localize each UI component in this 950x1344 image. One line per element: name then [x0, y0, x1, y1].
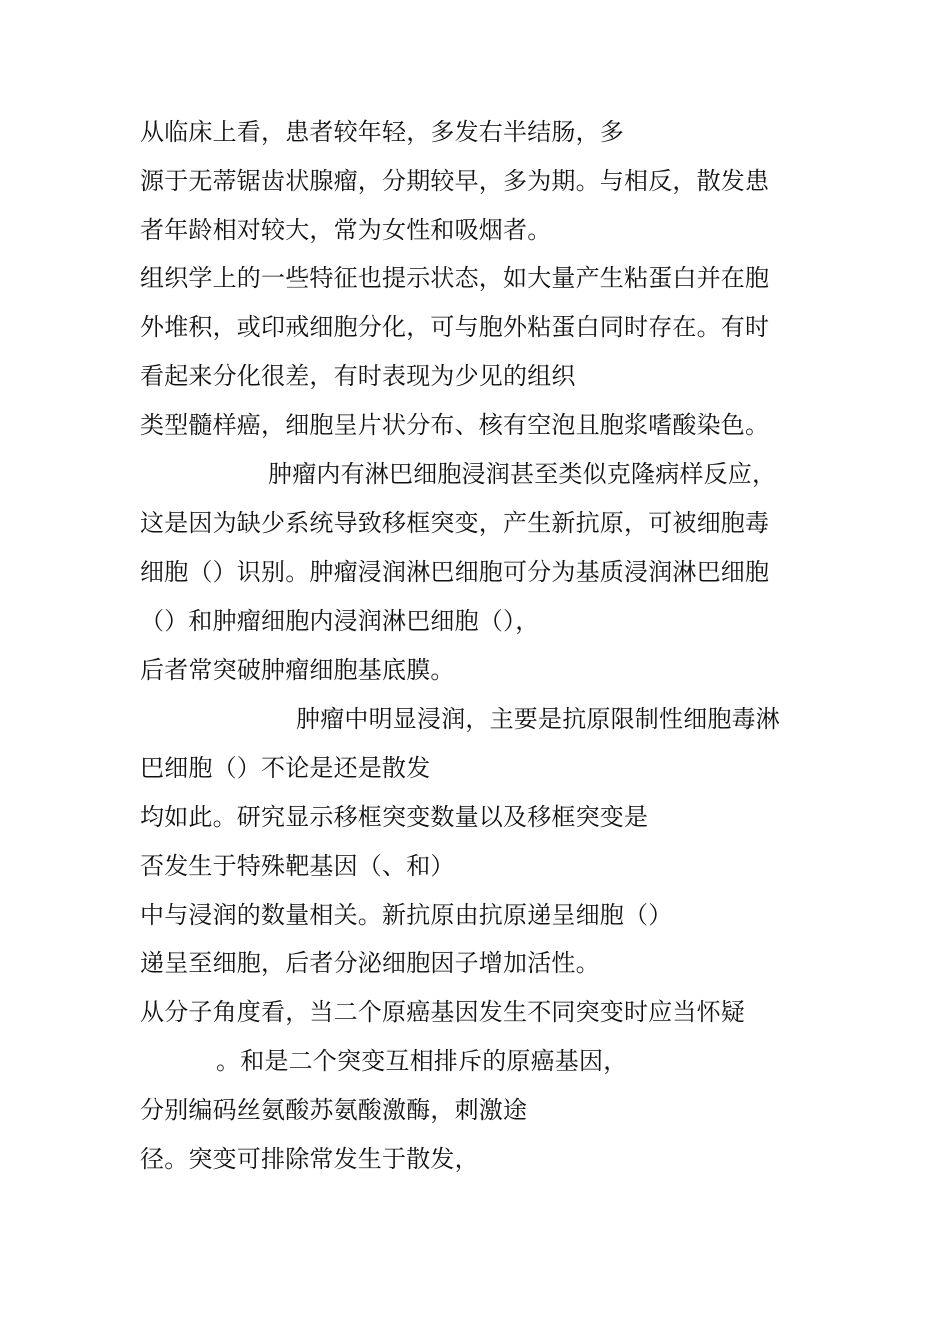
text-line: 巴细胞（）不论是还是散发	[140, 754, 431, 782]
text-line: 从分子角度看，当二个原癌基因发生不同突变时应当怀疑	[140, 998, 745, 1026]
text-line: 看起来分化很差，有时表现为少见的组织	[140, 362, 576, 390]
text-line: （）和肿瘤细胞内浸润淋巴细胞（），	[140, 607, 540, 635]
text-line: 中与浸润的数量相关。新抗原由抗原递呈细胞（）	[140, 901, 673, 929]
text-line: 径。突变可排除常发生于散发，	[140, 1145, 479, 1173]
text-line: 肿瘤内有淋巴细胞浸润甚至类似克隆病样反应，	[268, 460, 777, 488]
text-line: 从临床上看，患者较年轻，多发右半结肠，多	[140, 118, 624, 146]
text-line: 否发生于特殊靶基因（、和）	[140, 852, 455, 880]
text-line: 均如此。研究显示移框突变数量以及移框突变是	[140, 803, 649, 831]
text-line: 外堆积，或印戒细胞分化，可与胞外粘蛋白同时存在。有时	[140, 313, 770, 341]
text-line: 肿瘤中明显浸润，主要是抗原限制性细胞毒淋	[296, 705, 780, 733]
text-line: 。和是二个突变互相排斥的原癌基因，	[216, 1047, 628, 1075]
text-line: 细胞（）识别。肿瘤浸润淋巴细胞可分为基质浸润淋巴细胞	[140, 558, 770, 586]
text-line: 类型髓样癌，细胞呈片状分布、核有空泡且胞浆嗜酸染色。	[140, 411, 770, 439]
text-line: 递呈至细胞，后者分泌细胞因子增加活性。	[140, 949, 600, 977]
text-line: 后者常突破肿瘤细胞基底膜。	[140, 656, 455, 684]
text-line: 者年龄相对较大，常为女性和吸烟者。	[140, 216, 552, 244]
text-line: 分别编码丝氨酸苏氨酸激酶，刺激途	[140, 1096, 528, 1124]
text-line: 组织学上的一些特征也提示状态，如大量产生粘蛋白并在胞	[140, 264, 770, 292]
text-line: 这是因为缺少系统导致移框突变，产生新抗原，可被细胞毒	[140, 509, 770, 537]
text-line: 源于无蒂锯齿状腺瘤，分期较早，多为期。与相反，散发患	[140, 167, 770, 195]
